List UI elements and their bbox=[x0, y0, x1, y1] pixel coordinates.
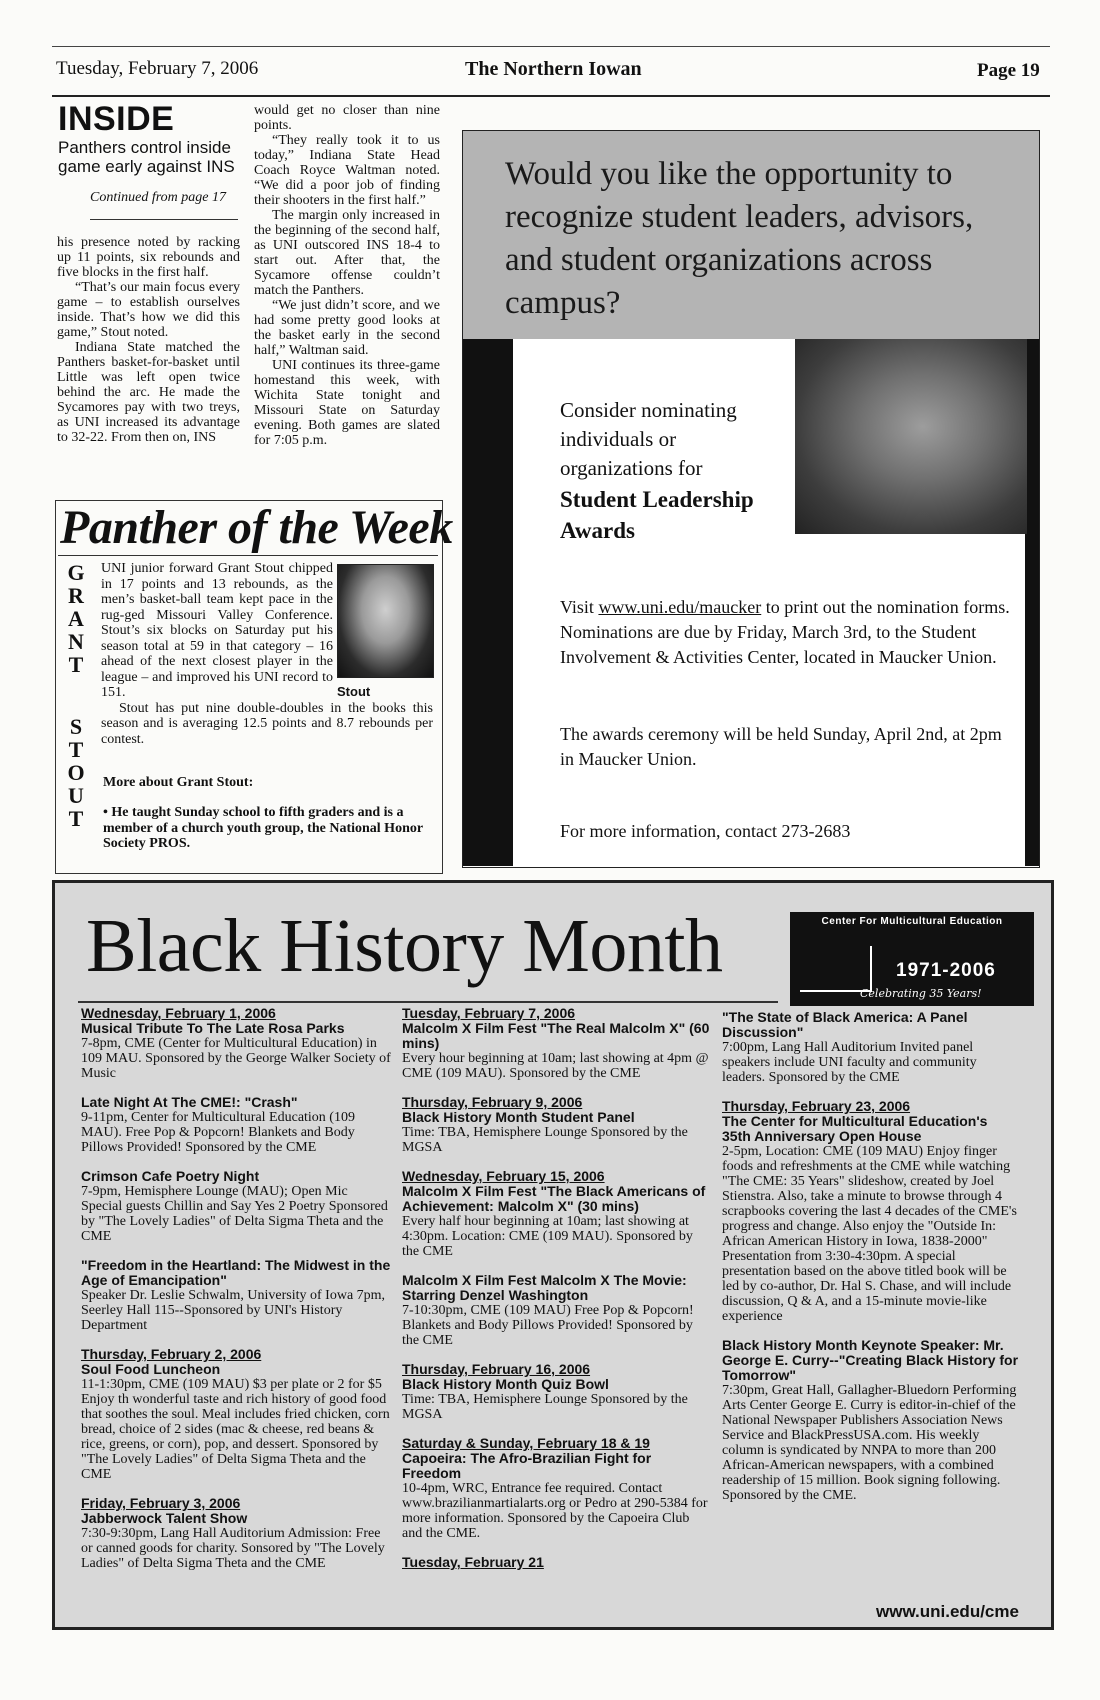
cme-url[interactable]: www.uni.edu/cme bbox=[876, 1602, 1019, 1621]
photo-caption: Stout bbox=[337, 684, 371, 699]
event-details: 7-8pm, CME (Center for Multicultural Education) in 109 MAU. Sponsored by the George Walker Society of Music bbox=[81, 1036, 391, 1081]
event-date: Thursday, February 16, 2006 bbox=[402, 1361, 591, 1377]
event-details: Time: TBA, Hemisphere Lounge Sponsored by the MGSA bbox=[402, 1125, 688, 1155]
acrostic-letter: T bbox=[68, 806, 84, 831]
issue-date: Tuesday, February 7, 2006 bbox=[56, 58, 259, 79]
article-paragraph: would get no closer than nine points. bbox=[254, 103, 440, 133]
panther-paragraph-text: UNI junior forward Grant Stout chipped in 17 points and 13 rebounds, as the men’s basket-ball team kept pace in the rug-ged Missouri Valley Conference. Stout’s six blocks on Saturday put his season total at 59 in that category – 16 ahead of the next closest player in the league – and improved his UNI record to 151. bbox=[101, 561, 333, 700]
event-title: Malcolm X Film Fest "The Black Americans of Achievement: Malcolm X" (30 mins) bbox=[402, 1183, 706, 1214]
event-item bbox=[722, 1099, 1020, 1324]
event-details: 10-4pm, WRC, Entrance fee required. Contact www.brazilianmartialarts.org or Pedro at 290-5384 for more information. Sponsored by the Capoeira Club and the CME. bbox=[402, 1481, 708, 1541]
header-rule-top bbox=[52, 46, 1050, 47]
event-item bbox=[402, 1006, 712, 1081]
panther-title-rule bbox=[58, 555, 438, 556]
event-details: 7:00pm, Lang Hall Auditorium Invited panel speakers include UNI faculty and community leaders. Sponsored by the CME bbox=[722, 1040, 977, 1085]
inside-divider bbox=[90, 219, 238, 220]
event-item bbox=[722, 1338, 1020, 1503]
event-details: 2-5pm, Location: CME (109 MAU) Enjoy finger foods and refreshments at the CME while watching "The CME: 35 Years" slideshow, created by Joel Stienstra. Also, take a minute to browse through 4 scrapbooks covering the last 4 decades of the CME's progress and change. Also enjoy the "Outside In: African American History in Iowa, 1838-2000" Presentation from 3:30-4:30pm. A special presentation based on the above titled book will be led by co-author, Dr. Hal S. Chase, and will include discussion, Q & A, and a 15-minute movie-like experience bbox=[722, 1144, 1017, 1324]
ad-contact: For more information, contact 273-2683 bbox=[560, 821, 851, 841]
ad-left-bar bbox=[463, 339, 513, 866]
ad-right-bar bbox=[1025, 339, 1039, 866]
article-paragraph: “We just didn’t score, and we had some pretty good looks at the basket early in the second half,” Waltman said. bbox=[254, 298, 440, 358]
ad-visit-post: to print out the nomination forms. Nominations are due by Friday, March 3rd, to the Student Involvement & Activities Center, located in Maucker Union. bbox=[560, 597, 1010, 667]
event-details: 11-1:30pm, CME (109 MAU) $3 per plate or 2 for $5 Enjoy th wonderful taste and rich history of good food that soothes the soul. Meal includes fried chicken, corn bread, choice of 2 sides (mac & cheese, red beans & rice, greens, or corn), pop, and dessert. Sponsored by "The Lovely Ladies" of Delta Sigma Theta and the CME bbox=[81, 1377, 390, 1482]
article-paragraph: “They really took it to us today,” Indiana State Head Coach Royce Waltman noted. “We did a poor job of finding their shooters in the first half.” bbox=[254, 133, 440, 208]
event-title: Black History Month Student Panel bbox=[402, 1109, 635, 1125]
event-title: Black History Month Keynote Speaker: Mr. George E. Curry--"Creating Black History for Tomorrow" bbox=[722, 1337, 1019, 1383]
ad-consider: Consider nominating individuals or organizations for bbox=[560, 398, 737, 480]
acrostic-letter: T bbox=[68, 652, 84, 677]
event-date: Thursday, February 23, 2006 bbox=[722, 1098, 911, 1114]
ad-ceremony: The awards ceremony will be held Sunday, April 2nd, at 2pm in Maucker Union. bbox=[560, 724, 1002, 769]
more-about-body: • He taught Sunday school to fifth graders and is a member of a church youth group, the National Honor Society PROS. bbox=[103, 805, 423, 851]
article-paragraph: UNI continues its three-game homestand this week, with Wichita State tonight and Missouri State on Saturday evening. Both games are slated for 7:05 p.m. bbox=[254, 358, 440, 448]
event-title: Capoeira: The Afro-Brazilian Fight for Freedom bbox=[402, 1450, 652, 1481]
acrostic-letter: U bbox=[68, 783, 84, 808]
event-item bbox=[402, 1362, 712, 1422]
event-title: Crimson Cafe Poetry Night bbox=[81, 1168, 260, 1184]
cme-logo-name: Center For Multicultural Education bbox=[821, 916, 1003, 927]
bhm-column-3 bbox=[722, 1010, 1020, 1517]
event-date: Thursday, February 9, 2006 bbox=[402, 1094, 583, 1110]
event-item bbox=[81, 1169, 391, 1244]
event-item bbox=[402, 1095, 712, 1155]
event-date: Friday, February 3, 2006 bbox=[81, 1495, 241, 1511]
event-date: Saturday & Sunday, February 18 & 19 bbox=[402, 1435, 650, 1451]
article-column-1 bbox=[57, 235, 240, 445]
acrostic-letter: A bbox=[68, 606, 84, 631]
event-title: Black History Month Quiz Bowl bbox=[402, 1376, 609, 1392]
event-item bbox=[402, 1436, 712, 1541]
event-details: 7-9pm, Hemisphere Lounge (MAU); Open Mic Special guests Chillin and Say Yes 2 Poetry Sponsored by "The Lovely Ladies" of Delta Sigma Theta and the CME bbox=[81, 1184, 388, 1244]
article-column-2 bbox=[254, 103, 440, 448]
event-details: 7:30-9:30pm, Lang Hall Auditorium Admission: Free or canned goods for charity. Sonsored by "The Lovely Ladies" of Delta Sigma Theta and the CME bbox=[81, 1526, 385, 1571]
acrostic-letter: T bbox=[68, 737, 84, 762]
inside-headline: Panthers control inside game early against INS bbox=[58, 138, 235, 176]
event-details: Time: TBA, Hemisphere Lounge Sponsored by the MGSA bbox=[402, 1392, 688, 1422]
panther-body bbox=[101, 561, 433, 747]
event-details: 7:30pm, Great Hall, Gallagher-Bluedorn Performing Arts Center George E. Curry is editor-in-chief of the National Newspaper Publishers Association News Service and BlackPressUSA.com. His weekly column is syndicated by NNPA to more than 200 African-American newspapers, with a combined readership of 15 million. Book signing following. Sponsored by the CME. bbox=[722, 1383, 1017, 1503]
bhm-title-rule bbox=[78, 1001, 778, 1003]
event-title: Musical Tribute To The Late Rosa Parks bbox=[81, 1020, 345, 1036]
article-paragraph: his presence noted by racking up 11 points, six rebounds and five blocks in the first half. bbox=[57, 235, 240, 280]
article-paragraph: “That’s our main focus every game – to establish ourselves inside. That’s how we did this game,” Stout noted. bbox=[57, 280, 240, 340]
continued-note: Continued from page 17 bbox=[90, 190, 226, 205]
ad-award-name: Student Leadership Awards bbox=[560, 487, 754, 543]
event-title: Malcolm X Film Fest "The Real Malcolm X" (60 mins) bbox=[402, 1020, 710, 1051]
inside-title: INSIDE bbox=[58, 100, 175, 138]
panther-of-week-title: Panther of the Week bbox=[60, 501, 453, 554]
event-details: 7-10:30pm, CME (109 MAU) Free Pop & Popcorn! Blankets and Body Pillows Provided! Sponsored by the CME bbox=[402, 1303, 694, 1348]
event-date: Wednesday, February 15, 2006 bbox=[402, 1168, 605, 1184]
header-rule-bottom bbox=[52, 95, 1050, 97]
panther-paragraph bbox=[101, 701, 433, 748]
event-date: Thursday, February 2, 2006 bbox=[81, 1346, 262, 1362]
ad-visit bbox=[560, 595, 1015, 670]
event-item bbox=[81, 1006, 391, 1081]
more-about-heading: More about Grant Stout: bbox=[103, 775, 254, 790]
ad-visit-pre: Visit bbox=[560, 597, 599, 617]
hands-photo bbox=[795, 339, 1027, 534]
event-date: Tuesday, February 7, 2006 bbox=[402, 1005, 576, 1021]
cme-logo-frame bbox=[800, 946, 872, 992]
panther-paragraph bbox=[101, 561, 433, 701]
event-title: Malcolm X Film Fest Malcolm X The Movie: Starring Denzel Washington bbox=[402, 1272, 687, 1303]
article-paragraph: Indiana State matched the Panthers basket-for-basket until Little was left open twice behind the arc. He made the Sycamores pay with two treys, as UNI increased its advantage to 32-22. From then on, INS bbox=[57, 340, 240, 445]
event-details: Speaker Dr. Leslie Schwalm, University of Iowa 7pm, Seerley Hall 115--Sponsored by UNI's History Department bbox=[81, 1288, 386, 1333]
event-item bbox=[81, 1258, 391, 1333]
event-item bbox=[402, 1169, 712, 1259]
event-item bbox=[402, 1273, 712, 1348]
event-date: Tuesday, February 21 bbox=[402, 1554, 544, 1570]
event-item bbox=[81, 1095, 391, 1155]
event-title: The Center for Multicultural Education's 35th Anniversary Open House bbox=[722, 1113, 988, 1144]
acrostic-letter: R bbox=[68, 583, 84, 608]
acrostic-letter: N bbox=[68, 629, 84, 654]
cme-logo-tagline: Celebrating 35 Years! bbox=[860, 987, 982, 1000]
newspaper-name: The Northern Iowan bbox=[465, 58, 642, 80]
event-title: "The State of Black America: A Panel Discussion" bbox=[722, 1009, 968, 1040]
page-number: Page 19 bbox=[977, 60, 1040, 81]
acrostic-letter: O bbox=[67, 760, 85, 785]
ad-visit-link[interactable]: www.uni.edu/maucker bbox=[598, 597, 762, 617]
event-item bbox=[402, 1555, 712, 1570]
event-title: Jabberwock Talent Show bbox=[81, 1510, 248, 1526]
bhm-column-2 bbox=[402, 1006, 712, 1584]
event-title: "Freedom in the Heartland: The Midwest in the Age of Emancipation" bbox=[81, 1257, 391, 1288]
event-date: Wednesday, February 1, 2006 bbox=[81, 1005, 276, 1021]
event-item bbox=[722, 1010, 1020, 1085]
event-title: Late Night At The CME!: "Crash" bbox=[81, 1094, 298, 1110]
bhm-column-1 bbox=[81, 1006, 391, 1585]
article-paragraph: The margin only increased in the beginning of the second half, as UNI outscored INS 18-4 to start out. After that, the Sycamore offense couldn’t match the Panthers. bbox=[254, 208, 440, 298]
event-details: Every hour beginning at 10am; last showing at 4pm @ CME (109 MAU). Sponsored by the CME bbox=[402, 1051, 709, 1081]
bhm-title: Black History Month bbox=[86, 904, 723, 988]
event-details: 9-11pm, Center for Multicultural Education (109 MAU). Free Pop & Popcorn! Blankets and Body Pillows Provided! Sponsored by the CME bbox=[81, 1110, 355, 1155]
ad-question: Would you like the opportunity to recognize student leaders, advisors, and student organizations across campus? bbox=[505, 156, 974, 321]
event-item bbox=[81, 1347, 391, 1482]
event-details: Every half hour beginning at 10am; last showing at 4:30pm. Location: CME (109 MAU). Sponsored by the CME bbox=[402, 1214, 693, 1259]
panther-paragraph-text: Stout has put nine double-doubles in the books this season and is averaging 12.5 points and 8.7 rebounds per contest. bbox=[101, 700, 433, 747]
acrostic-letter: S bbox=[69, 714, 83, 739]
acrostic-letter: G bbox=[67, 560, 85, 585]
event-item bbox=[81, 1496, 391, 1571]
event-title: Soul Food Luncheon bbox=[81, 1361, 221, 1377]
cme-logo-years: 1971-2006 bbox=[896, 960, 996, 981]
